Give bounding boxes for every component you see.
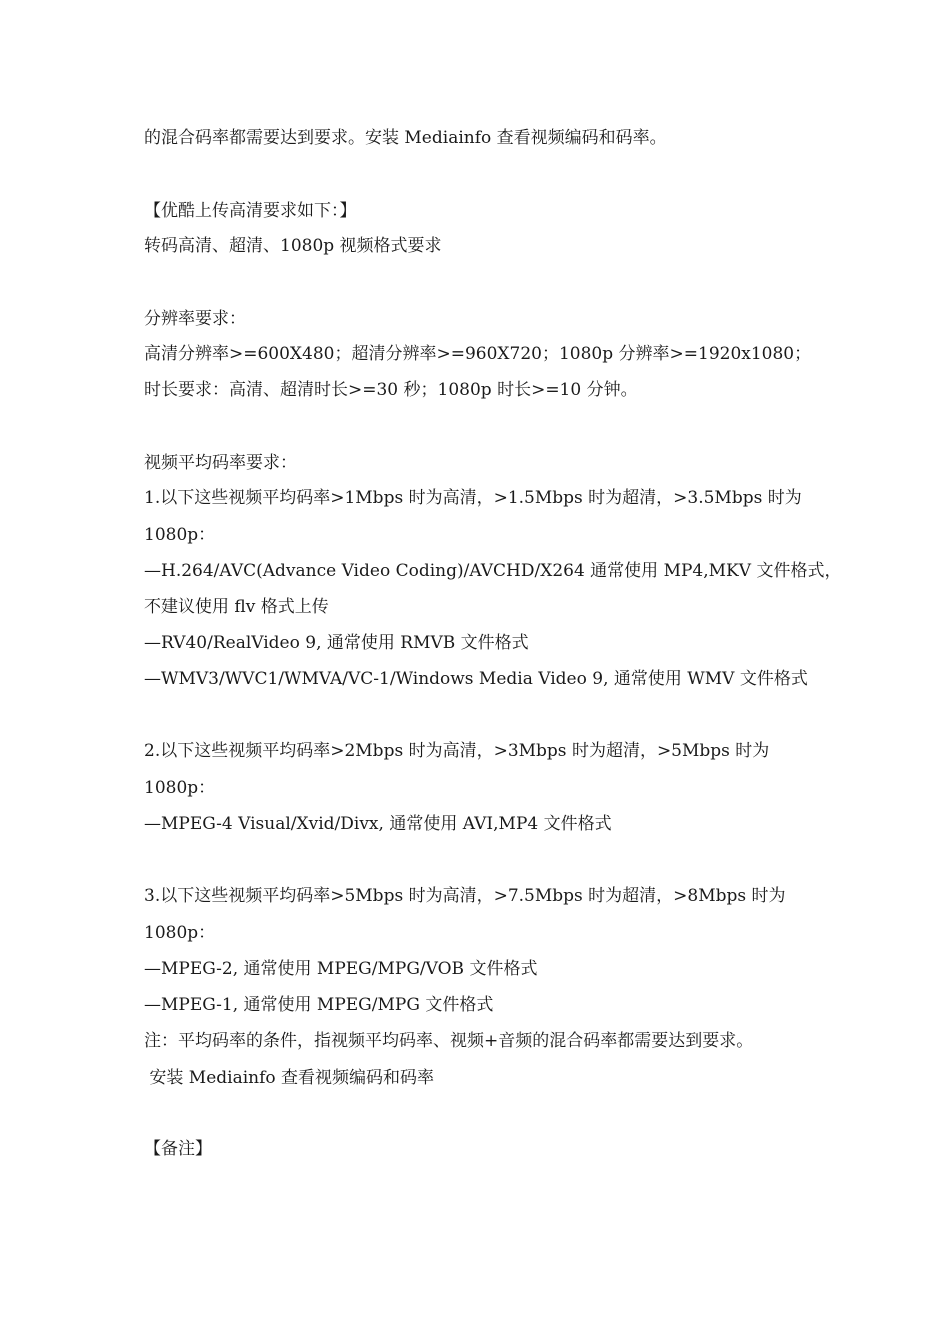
text-line: 不建议使用 flv 格式上传 bbox=[144, 597, 329, 617]
text-line: 高清分辨率>=600X480；超清分辨率>=960X720；1080p 分辨率>=1920x1080； bbox=[144, 344, 812, 364]
section-heading: 【备注】 bbox=[144, 1139, 212, 1159]
text-line: 1080p： bbox=[144, 525, 216, 545]
list-item: —RV40/RealVideo 9, 通常使用 RMVB 文件格式 bbox=[144, 633, 529, 653]
text-line: 1080p： bbox=[144, 778, 216, 798]
list-item: —MPEG-2, 通常使用 MPEG/MPG/VOB 文件格式 bbox=[144, 959, 538, 979]
subheading: 视频平均码率要求： bbox=[144, 453, 297, 473]
list-item: 1.以下这些视频平均码率>1Mbps 时为高清，>1.5Mbps 时为超清，>3.5Mbps 时为 bbox=[144, 488, 802, 508]
text-line: 时长要求：高清、超清时长>=30 秒；1080p 时长>=10 分钟。 bbox=[144, 380, 638, 400]
list-item: 3.以下这些视频平均码率>5Mbps 时为高清，>7.5Mbps 时为超清，>8Mbps 时为 bbox=[144, 886, 786, 906]
list-item: —WMV3/WVC1/WMVA/VC-1/Windows Media Video 9, 通常使用 WMV 文件格式 bbox=[144, 669, 808, 689]
section-heading: 【优酷上传高清要求如下：】 bbox=[144, 201, 357, 221]
text-line: 的混合码率都需要达到要求。安装 Mediainfo 查看视频编码和码率。 bbox=[144, 128, 667, 148]
list-item: —MPEG-1, 通常使用 MPEG/MPG 文件格式 bbox=[144, 995, 494, 1015]
note: 注：平均码率的条件，指视频平均码率、视频+音频的混合码率都需要达到要求。 bbox=[144, 1031, 754, 1051]
list-item: 2.以下这些视频平均码率>2Mbps 时为高清，>3Mbps 时为超清，>5Mbps 时为 bbox=[144, 741, 770, 761]
text-line: 1080p： bbox=[144, 923, 216, 943]
subheading: 分辨率要求： bbox=[144, 309, 246, 329]
list-item: —H.264/AVC(Advance Video Coding)/AVCHD/X264 通常使用 MP4,MKV 文件格式， bbox=[144, 561, 842, 581]
list-item: —MPEG-4 Visual/Xvid/Divx, 通常使用 AVI,MP4 文件格式 bbox=[144, 814, 612, 834]
note: 安装 Mediainfo 查看视频编码和码率 bbox=[144, 1068, 435, 1088]
text-line: 转码高清、超清、1080p 视频格式要求 bbox=[144, 236, 442, 256]
